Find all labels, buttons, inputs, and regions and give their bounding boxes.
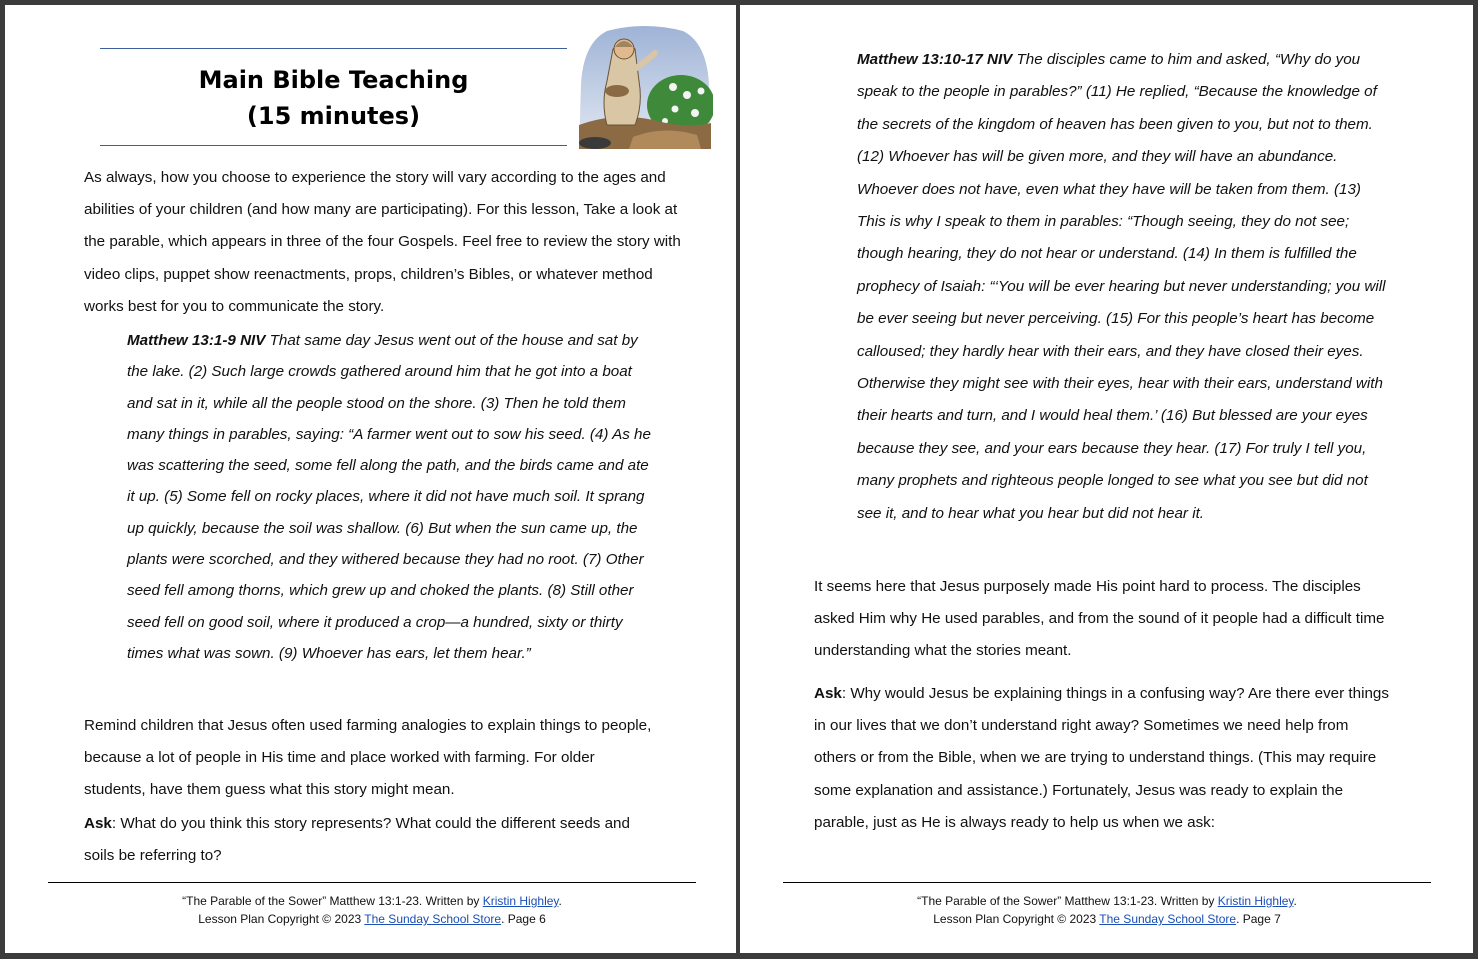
store-link[interactable]: The Sunday School Store — [1099, 912, 1237, 926]
scripture-text: That same day Jesus went out of the house and sat by the lake. (2) Such large crowds gathered around him that he got into a boat and sat in it, while all the people stood on the shore. (3) Then he told them many things in parables, saying: “A farmer went out to sow his seed. (4) As he was scattering the seed, some fell along the path, and the birds came and ate it up. (5) Some fell on rocky places, where it did not have much soil. It sprang up quickly, because the soil was shallow. (6) But when the sun came up, the plants were scorched, and they withered because they had no root. (7) Other seed fell among thorns, which grew up and choked the plants. (8) Still other seed fell on good soil, where it produced a crop—a hundred, sixty or thirty times what was sown. (9) Whoever has ears, let them hear.” — [127, 332, 651, 662]
scripture-reference: Matthew 13:10-17 NIV — [857, 51, 1013, 68]
title-line-1: Main Bible Teaching — [198, 66, 469, 94]
ask-paragraph — [814, 678, 1394, 839]
ask-text: : What do you think this story represents? What could the different seeds and soils be referring to? — [84, 815, 630, 865]
sower-illustration — [577, 25, 713, 149]
footer-punct: . — [1293, 894, 1297, 908]
title-line-2: (15 minutes) — [246, 102, 421, 130]
page-number: . Page 6 — [501, 912, 546, 926]
author-link[interactable]: Kristin Highley — [482, 894, 559, 908]
explanation-paragraph: It seems here that Jesus purposely made His point hard to process. The disciples asked Him why He used parables, and from the sound of it people had a difficult time understanding what the stories meant. — [814, 578, 1385, 660]
page-footer — [48, 892, 696, 928]
footer-copyright-text: Lesson Plan Copyright © 2023 — [198, 912, 365, 926]
section-title — [100, 48, 567, 146]
author-link[interactable]: Kristin Highley — [1217, 894, 1294, 908]
scripture-passage — [127, 325, 657, 669]
page-footer — [783, 892, 1431, 928]
footer-punct: . — [558, 894, 562, 908]
scripture-text: The disciples came to him and asked, “Why do you speak to the people in parables?” (11) He replied, “Because the knowledge of the secrets of the kingdom of heaven has been given to you, but not to them. (12) Whoever has will be given more, and they will have an abundance. Whoever does not have, even what they have will be taken from them. (13) This is why I speak to them in parables: “Though seeing, they do not see; though hearing, they do not hear or understand. (14) In them is fulfilled the prophecy of Isaiah: “‘You will be ever hearing but never understanding; you will be ever seeing but never perceiving. (15) For this people’s heart has become calloused; they hardly hear with their ears, and they have closed their eyes. Otherwise they might see with their eyes, hear with their ears, understand with their hearts and turn, and I would heal them.’ (16) But blessed are your eyes because they see, and your ears because they hear. (17) For truly I tell you, many prophets and righteous people longed to see what you see but did not see it, and to hear what you hear but did not hear it. — [857, 51, 1386, 522]
page-left — [5, 5, 736, 953]
store-link[interactable]: The Sunday School Store — [364, 912, 502, 926]
footer-copyright-text: Lesson Plan Copyright © 2023 — [933, 912, 1100, 926]
remind-paragraph: Remind children that Jesus often used farming analogies to explain things to people, because a lot of people in His time and place worked with farming. For older students, have them guess what this story might mean. — [84, 717, 652, 799]
ask-label: Ask — [84, 815, 112, 832]
ask-paragraph — [84, 808, 644, 872]
page-number: . Page 7 — [1236, 912, 1281, 926]
ask-label: Ask — [814, 685, 842, 702]
footer-divider — [783, 882, 1431, 883]
page-right — [740, 5, 1473, 953]
ask-text: : Why would Jesus be explaining things in a confusing way? Are there ever things in our lives that we don’t understand right away? Sometimes we need help from others or from the Bible, when we are trying to understand things. (This may require some explanation and assistance.) Fortunately, Jesus was ready to explain the parable, just as He is always ready to help us when we ask: — [814, 685, 1389, 831]
footer-divider — [48, 882, 696, 883]
footer-credit-text: “The Parable of the Sower” Matthew 13:1-23. Written by — [917, 894, 1218, 908]
intro-paragraph: As always, how you choose to experience the story will vary according to the ages and abilities of your children (and how many are participating). For this lesson, Take a look at the parable, which appears in three of the four Gospels. Feel free to review the story with video clips, puppet show reenactments, props, children’s Bibles, or whatever method works best for you to communicate the story. — [84, 169, 681, 315]
scripture-reference: Matthew 13:1-9 NIV — [127, 332, 266, 349]
footer-credit-text: “The Parable of the Sower” Matthew 13:1-23. Written by — [182, 894, 483, 908]
scripture-passage — [857, 44, 1389, 530]
